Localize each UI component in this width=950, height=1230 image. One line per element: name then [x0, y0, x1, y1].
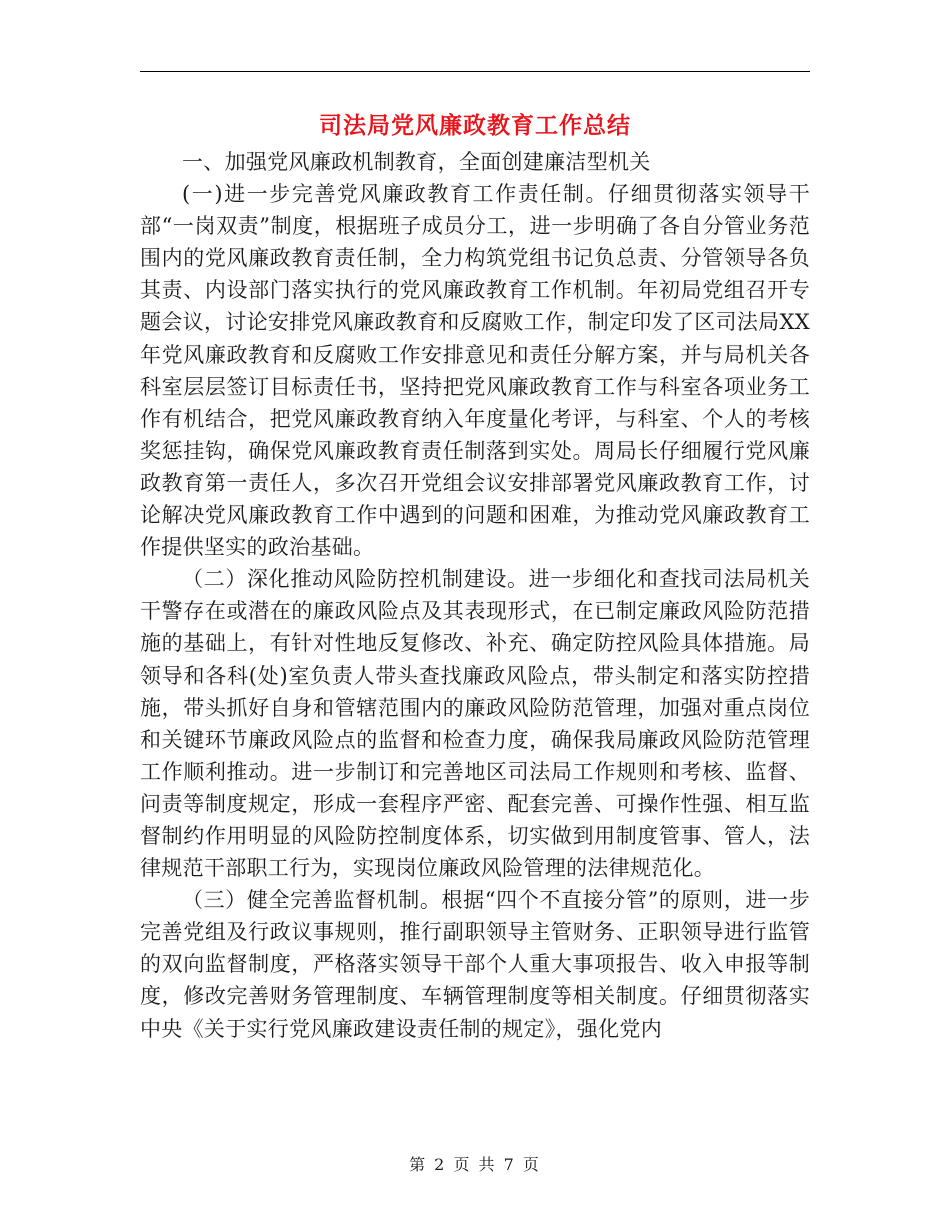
paragraph-supervision: （三）健全完善监督机制。根据“四个不直接分管”的原则，进一步完善党组及行政议事规则，推行副职领导主管财务、正职领导进行监管的双向监督制度，严格落实领导干部个人重大事项报告、收入申报等制度，修改完善财务管理制度、车辆管理制度等相关制度。仔细贯彻落实中央《关于实行党风廉政建设责任制的规定》，强化党内 — [140, 888, 810, 1041]
section-heading: 一、加强党风廉政机制教育，全面创建廉洁型机关 — [182, 150, 651, 174]
header-rule — [140, 71, 810, 72]
paragraph-responsibility-system: (一)进一步完善党风廉政教育工作责任制。仔细贯彻落实领导干部“一岗双责”制度，根据班子成员分工，进一步明确了各自分管业务范围内的党风廉政教育责任制，全力构筑党组书记负总责、分管领导各负其责、内设部门落实执行的党风廉政教育工作机制。年初局党组召开专题会议，讨论安排党风廉政教育和反腐败工作，制定印发了区司法局XX年党风廉政教育和反腐败工作安排意见和责任分解方案，并与局机关各科室层层签订目标责任书，坚持把党风廉政教育工作与科室各项业务工作有机结合，把党风廉政教育纳入年度量化考评，与科室、个人的考核奖惩挂钩，确保党风廉政教育责任制落到实处。周局长仔细履行党风廉政教育第一责任人，多次召开党组会议安排部署党风廉政教育工作，讨论解决党风廉政教育工作中遇到的问题和困难，为推动党风廉政教育工作提供坚实的政治基础。 — [140, 182, 810, 560]
document-title: 司法局党风廉政教育工作总结 — [319, 112, 631, 139]
paragraph-risk-control: （二）深化推动风险防控机制建设。进一步细化和查找司法局机关干警存在或潜在的廉政风险点及其表现形式，在已制定廉政风险防范措施的基础上，有针对性地反复修改、补充、确定防控风险具体措施。局领导和各科(处)室负责人带头查找廉政风险点，带头制定和落实防控措施，带头抓好自身和管辖范围内的廉政风险防范管理，加强对重点岗位和关键环节廉政风险点的监督和检查力度，确保我局廉政风险防范管理工作顺利推动。进一步制订和完善地区司法局工作规则和考核、监督、问责等制度规定，形成一套程序严密、配套完善、可操作性强、相互监督制约作用明显的风险防控制度体系，切实做到用制度管事、管人，法律规范干部职工行为，实现岗位廉政风险管理的法律规范化。 — [140, 567, 810, 881]
page-number: 第 2 页 共 7 页 — [409, 1155, 541, 1174]
document-body — [140, 146, 810, 1045]
